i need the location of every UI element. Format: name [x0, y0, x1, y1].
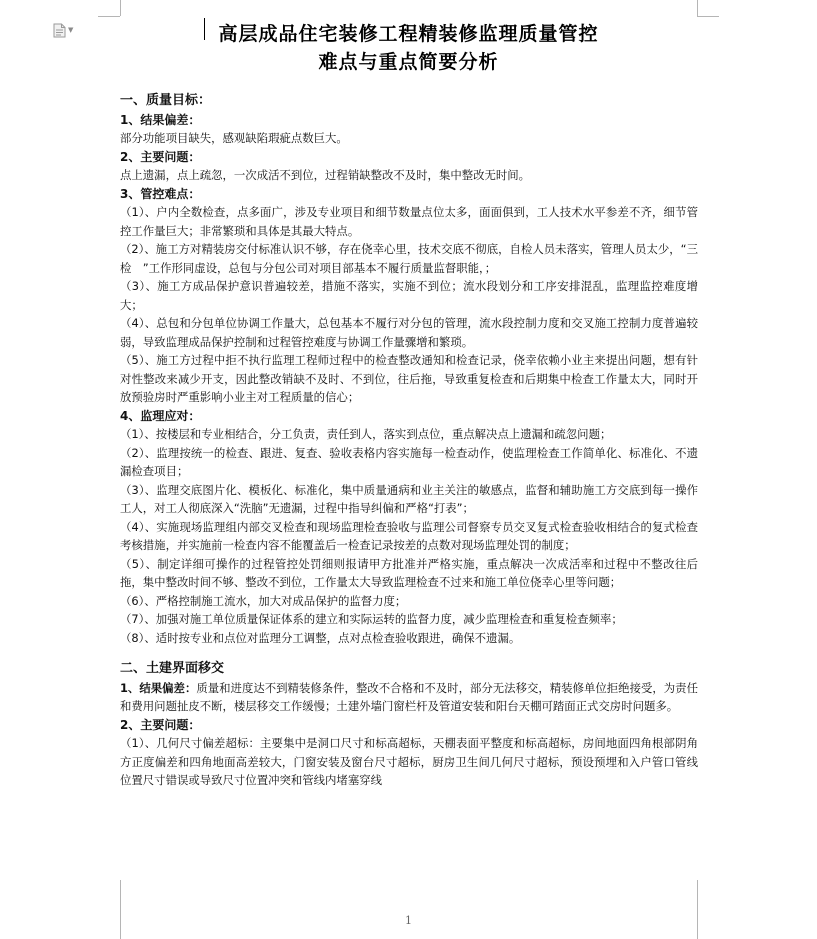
list-item: （4）、实施现场监理组内部交叉检查和现场监理检查验收与监理公司督察专员交叉复式检查验收相结合的复式检查考核措施，并实施前一检查内容不能覆盖后一检查记录按差的点数对现场监理处罚的制度；	[120, 519, 698, 552]
list-item: （5）、施工方过程中拒不执行监理工程师过程中的检查整改通知和检查记录，侥幸依赖小业主来提出问题，想有针对性整改来减少开支，因此整改销缺不及时、不到位，往后拖，导致重复检查和后期集中检查工作量太大，同时开放预验房时严重影响小业主对工程质量的信心；	[120, 353, 698, 404]
list-item: （2）、施工方对精装房交付标准认识不够，存在侥幸心里，技术交底不彻底，自检人员未落实，管理人员太少，“三检 ”工作形同虚设，总包与分包公司对项目部基本不履行质量监督职能，；	[120, 242, 698, 275]
page-number: 1	[405, 914, 412, 927]
paragraph	[120, 679, 698, 716]
inline-heading: 1、结果偏差：	[120, 680, 197, 695]
section-heading: 一、质量目标：	[120, 93, 212, 108]
list-item: （2）、监理按统一的检查、跟进、复查、验收表格内容实施每一检查动作，使监理检查工作简单化、标准化、不遗漏检查项目；	[120, 445, 698, 478]
document-subtitle: 难点与重点简要分析	[318, 51, 499, 73]
paragraph: 点上遗漏，点上疏忽，一次成活不到位，过程销缺整改不及时，集中整改无时间。	[120, 168, 531, 182]
document-glyph-icon	[53, 23, 66, 38]
subsection-heading: 1、结果偏差：	[120, 112, 201, 127]
margin-line-bottom-left	[120, 880, 121, 939]
dropdown-arrow-icon: ▼	[68, 25, 74, 34]
document-title: 高层成品住宅装修工程精装修监理质量管控	[218, 23, 599, 45]
list-item: （5）、制定详细可操作的过程管控处罚细则报请甲方批准并严格实施，重点解决一次成活率和过程中不整改往后拖，集中整改时间不够、整改不到位，工作量太大导致监理检查不过来和施工单位侥幸心里等问题；	[120, 556, 698, 589]
list-item: （7）、加强对施工单位质量保证体系的建立和实际运转的监督力度，减少监理检查和重复检查频率；	[120, 612, 623, 626]
inline-text: 质量和进度达不到精装修条件，整改不合格和不及时，部分无法移交，精装修单位拒绝接受，为责任和费用问题扯皮不断，楼层移交工作缓慢；土建外墙门窗栏杆及管道安装和阳台天棚可踏面正式交房时问题多。	[120, 680, 698, 713]
section-spacer	[120, 647, 698, 660]
margin-line-bottom-right	[697, 880, 698, 939]
crop-mark-top-left-vertical	[120, 0, 121, 16]
list-item: （6）、严格控制施工流水，加大对成品保护的监督力度；	[120, 593, 407, 608]
document-icon[interactable]	[53, 22, 77, 38]
list-item: （1）、户内全数检查，点多面广，涉及专业项目和细节数量点位太多，面面俱到，工人技术水平参差不齐，细节管控工作量巨大；非常繁琐和具体是其最大特点。	[120, 205, 698, 238]
list-item: （4）、总包和分包单位协调工作量大，总包基本不履行对分包的管理，流水段控制力度和交叉施工控制力度普遍较弱，导致监理成品保护控制和过程管控难度与协调工作量骤增和繁琐。	[120, 316, 698, 349]
crop-mark-top-left-horizontal	[98, 16, 120, 17]
paragraph: 部分功能项目缺失，感观缺陷瑕疵点数巨大。	[120, 131, 348, 145]
subsection-heading: 2、主要问题：	[120, 149, 201, 164]
list-item: （3）、监理交底图片化、模板化、标准化，集中质量通病和业主关注的敏感点，监督和辅助施工方交底到每一操作工人，对工人彻底深入“洗脑”无遗漏，过程中指导纠偏和严格“打表”；	[120, 482, 698, 515]
subsection-heading: 3、管控难点：	[120, 186, 201, 201]
crop-mark-top-right-horizontal	[697, 16, 719, 17]
subsection-heading: 4、监理应对：	[120, 408, 201, 423]
list-item: （8）、适时按专业和点位对监理分工调整，点对点检查验收跟进，确保不遗漏。	[120, 630, 521, 645]
document-body	[120, 92, 698, 790]
list-item: （3）、施工方成品保护意识普遍较差，措施不落实，实施不到位；流水段划分和工序安排混乱，监理监控难度增大；	[120, 279, 698, 312]
section-heading: 二、土建界面移交	[120, 661, 225, 676]
list-item: （1）、几何尺寸偏差超标：主要集中是洞口尺寸和标高超标，天棚表面平整度和标高超标，房间地面四角根部阴角方正度偏差和四角地面高差较大，门窗安装及窗台尺寸超标，厨房卫生间几何尺寸超标，预设预埋和入户管口管线位置尺寸错误或导致尺寸位置冲突和管线内堵塞穿线	[120, 736, 698, 787]
crop-mark-top-right-vertical	[697, 0, 698, 16]
list-item: （1）、按楼层和专业相结合，分工负责，责任到人，落实到点位，重点解决点上遗漏和疏忽问题；	[120, 427, 612, 441]
subsection-heading: 2、主要问题：	[120, 717, 201, 732]
